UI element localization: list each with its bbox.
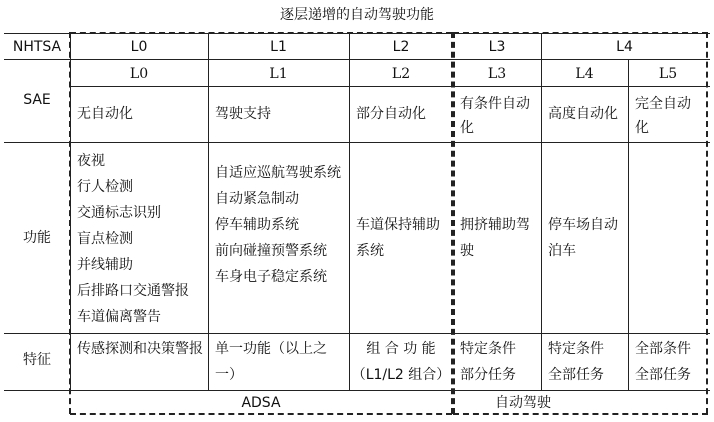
sae-name-l2: 部分自动化 xyxy=(356,106,426,122)
function-item: 前向碰撞预警系统 xyxy=(215,243,327,259)
function-item: 后排路口交通警报 xyxy=(77,283,189,299)
dashed-rule xyxy=(453,413,708,415)
rule xyxy=(4,142,710,143)
functions-l3: 拥挤辅助驾驶 xyxy=(460,217,530,259)
row-label-nhtsa: NHTSA xyxy=(12,39,62,55)
adsa-label: ADSA xyxy=(241,395,281,411)
sae-level-l3: L3 xyxy=(487,66,507,82)
nhtsa-level-l1: L1 xyxy=(270,39,287,55)
rule xyxy=(4,390,710,391)
functions-l2: 车道保持辅助系统 xyxy=(356,217,440,259)
sae-name-l1: 驾驶支持 xyxy=(215,106,271,122)
dashed-rule xyxy=(70,32,452,34)
nhtsa-level-l2: L2 xyxy=(392,39,410,55)
nhtsa-level-l3: L3 xyxy=(488,39,506,55)
feature-l4: 特定条件全部任务 xyxy=(548,341,604,383)
dashed-rule xyxy=(453,32,455,414)
rule xyxy=(70,86,710,87)
autonomous-driving-label: 自动驾驶 xyxy=(495,395,551,411)
nhtsa-level-l4: L4 xyxy=(616,39,633,55)
row-label-functions: 功能 xyxy=(23,230,51,246)
sae-level-l5: L5 xyxy=(658,66,678,82)
feature-l5: 全部条件全部任务 xyxy=(635,341,691,383)
function-item: 自动紧急制动 xyxy=(215,191,299,207)
rule xyxy=(4,333,710,334)
feature-l3: 特定条件部分任务 xyxy=(460,341,516,383)
function-item: 夜视 xyxy=(77,153,105,169)
table-title: 逐层递增的自动驾驶功能 xyxy=(280,7,434,23)
rule xyxy=(541,33,542,390)
dashed-rule xyxy=(706,32,708,414)
sae-level-l2: L2 xyxy=(391,66,411,82)
rule xyxy=(349,33,350,390)
function-item: 车身电子稳定系统 xyxy=(215,269,327,285)
function-item: 行人检测 xyxy=(77,179,133,195)
function-item: 交通标志识别 xyxy=(77,205,161,221)
rule xyxy=(628,59,629,390)
function-item: 并线辅助 xyxy=(77,257,133,273)
nhtsa-level-l0: L0 xyxy=(130,39,148,55)
sae-name-l4: 高度自动化 xyxy=(548,106,618,122)
sae-level-l4: L4 xyxy=(575,66,594,82)
rule xyxy=(4,59,710,60)
sae-name-l0: 无自动化 xyxy=(77,106,133,122)
row-label-sae: SAE xyxy=(23,92,51,108)
rule xyxy=(208,33,209,390)
dashed-rule xyxy=(70,413,452,415)
function-item: 自适应巡航驾驶系统 xyxy=(215,165,341,181)
function-item: 盲点检测 xyxy=(77,231,133,247)
sae-name-l3: 有条件自动化 xyxy=(460,96,530,136)
dashed-rule xyxy=(453,32,708,34)
functions-l0 xyxy=(77,148,205,330)
functions-l4: 停车场自动泊车 xyxy=(548,217,618,259)
feature-l1: 单一功能（以上之一） xyxy=(215,341,327,383)
functions-l1 xyxy=(215,160,343,290)
sae-name-l5: 完全自动化 xyxy=(635,96,691,136)
sae-level-l0: L0 xyxy=(129,66,149,82)
function-item: 停车辅助系统 xyxy=(215,217,299,233)
feature-l2-line1: 组 合 功 能 xyxy=(366,341,436,357)
sae-level-l1: L1 xyxy=(269,66,288,82)
row-label-features: 特征 xyxy=(23,352,51,368)
feature-l2-line2: （L1/L2 组合） xyxy=(351,367,451,383)
function-item: 车道偏离警告 xyxy=(77,309,161,325)
feature-l0: 传感探测和决策警报 xyxy=(77,341,203,357)
